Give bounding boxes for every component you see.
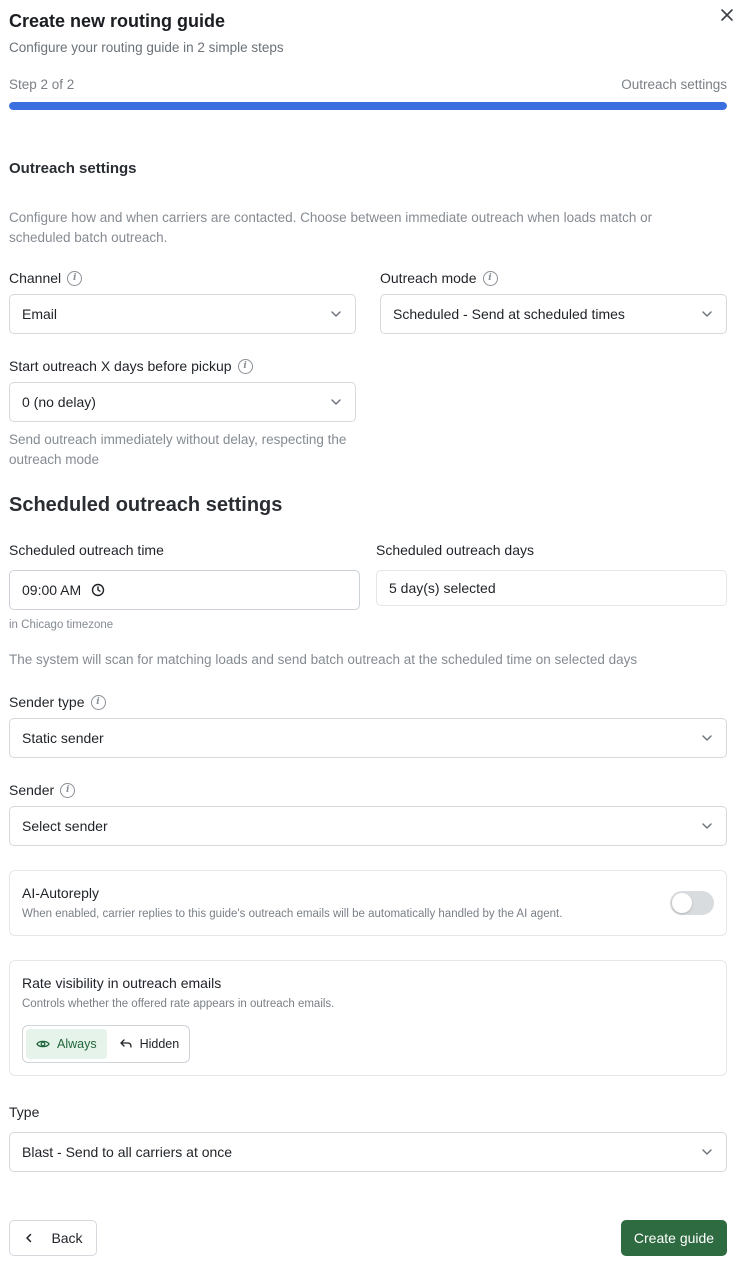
sender-select[interactable] (9, 806, 727, 846)
sender-type-label-text: Sender type (9, 694, 85, 710)
info-icon[interactable]: i (483, 271, 498, 286)
rate-visibility-title: Rate visibility in outreach emails (22, 975, 222, 991)
chevron-left-icon (23, 1232, 35, 1244)
sender-type-label (9, 694, 106, 710)
autoreply-description: When enabled, carrier replies to this guide's outreach emails will be automatically handled by the AI agent. (22, 908, 563, 920)
schedule-time-label: Scheduled outreach time (9, 542, 164, 558)
chevron-down-icon (700, 731, 714, 745)
sender-label (9, 782, 75, 798)
channel-label-text: Channel (9, 270, 62, 286)
back-button[interactable] (9, 1220, 97, 1256)
reply-icon (119, 1037, 133, 1051)
close-button[interactable] (718, 6, 736, 24)
schedule-days-value: 5 day(s) selected (389, 580, 496, 596)
rate-always-option[interactable] (26, 1029, 107, 1059)
sender-label-text: Sender (9, 782, 55, 798)
dialog-subtitle: Configure your routing guide in 2 simple steps (9, 40, 284, 55)
info-icon[interactable]: i (238, 359, 253, 374)
delay-label (9, 358, 253, 374)
clock-icon[interactable] (91, 583, 105, 597)
autoreply-title: AI-Autoreply (22, 885, 100, 901)
type-label: Type (9, 1104, 40, 1120)
info-icon[interactable]: i (67, 271, 82, 286)
rate-visibility-description: Controls whether the offered rate appears in outreach emails. (22, 998, 335, 1010)
toggle-knob (672, 893, 692, 913)
channel-label (9, 270, 82, 286)
step-label: Step 2 of 2 (9, 77, 75, 92)
info-icon[interactable]: i (91, 695, 106, 710)
channel-select[interactable] (9, 294, 356, 334)
step-name: Outreach settings (621, 77, 727, 92)
schedule-time-value: 09:00 AM (22, 582, 82, 598)
outreach-mode-label-text: Outreach mode (380, 270, 477, 286)
schedule-note: The system will scan for matching loads and send batch outreach at the scheduled time on selected days (9, 652, 638, 667)
timezone-note: in Chicago timezone (9, 619, 114, 631)
autoreply-toggle[interactable] (670, 891, 714, 915)
back-label: Back (51, 1230, 83, 1246)
chevron-down-icon (700, 307, 714, 321)
create-guide-button[interactable]: Create guide (621, 1220, 727, 1256)
schedule-days-picker[interactable] (376, 570, 727, 606)
rate-hidden-label: Hidden (139, 1037, 180, 1051)
progress-fill (9, 102, 727, 110)
outreach-section-title: Outreach settings (9, 160, 137, 177)
chevron-down-icon (329, 307, 343, 321)
outreach-mode-value: Scheduled - Send at scheduled times (393, 306, 625, 322)
close-icon (718, 6, 736, 24)
info-icon[interactable]: i (60, 783, 75, 798)
delay-select[interactable] (9, 382, 356, 422)
progress-bar (9, 102, 727, 110)
outreach-mode-select[interactable] (380, 294, 727, 334)
scheduled-section-title: Scheduled outreach settings (9, 494, 283, 516)
delay-helper: Send outreach immediately without delay, respecting the outreach mode (9, 432, 347, 467)
outreach-mode-label (380, 270, 498, 286)
schedule-time-input[interactable] (9, 570, 360, 610)
rate-hidden-option[interactable] (109, 1029, 190, 1059)
dialog-title: Create new routing guide (9, 11, 226, 31)
type-value: Blast - Send to all carriers at once (22, 1144, 233, 1160)
channel-value: Email (22, 306, 58, 322)
sender-type-select[interactable] (9, 718, 727, 758)
sender-value: Select sender (22, 818, 108, 834)
rate-always-label: Always (57, 1037, 97, 1051)
chevron-down-icon (700, 1145, 714, 1159)
rate-visibility-segmented (22, 1025, 190, 1063)
type-select[interactable] (9, 1132, 727, 1172)
chevron-down-icon (700, 819, 714, 833)
outreach-description: Configure how and when carriers are contacted. Choose between immediate outreach when loads match or scheduled batch outreach. (9, 210, 653, 245)
chevron-down-icon (329, 395, 343, 409)
delay-label-text: Start outreach X days before pickup (9, 358, 232, 374)
delay-value: 0 (no delay) (22, 394, 96, 410)
eye-icon (36, 1037, 50, 1051)
sender-type-value: Static sender (22, 730, 104, 746)
autoreply-card (9, 870, 727, 936)
schedule-days-label: Scheduled outreach days (376, 542, 534, 558)
